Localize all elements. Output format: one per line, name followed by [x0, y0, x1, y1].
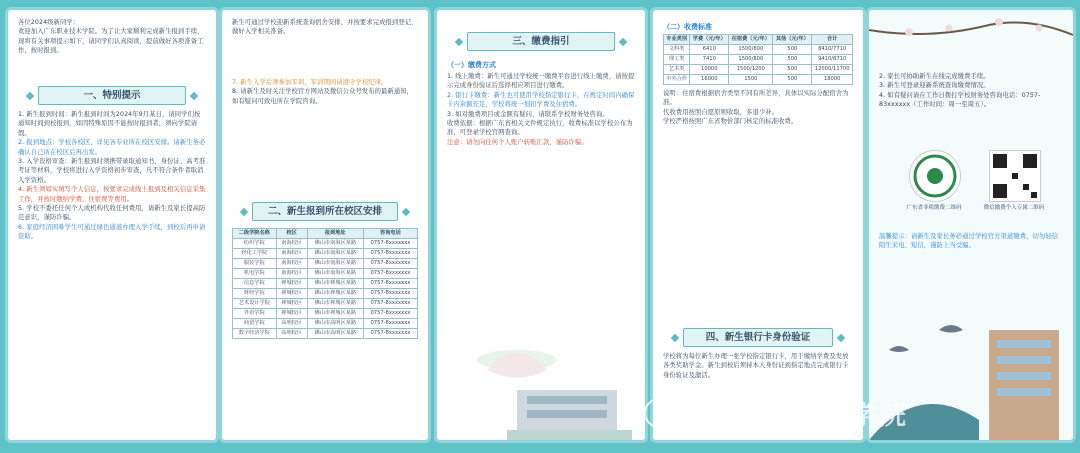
- payment-paragraph: 注意：请勿向任何个人账户转账汇款，谨防诈骗。: [447, 138, 588, 146]
- table-row: [233, 289, 418, 299]
- table-cell: 500: [773, 75, 812, 85]
- table-header-cell: 合计: [812, 35, 853, 45]
- table-row: [233, 299, 418, 309]
- fee-note: 说明：住宿费根据宿舍类型不同有所差异，具体以实际分配宿舍为准。: [663, 90, 849, 107]
- table-header-cell: 其他（元/年）: [773, 35, 812, 45]
- panel-payment-guide: [437, 10, 645, 440]
- panel5-line: 3. 新生可登录迎新系统查询缴费情况。: [879, 82, 990, 90]
- tip-item: 7. 新生入学后须参加军训，军训期间请遵守学校纪律。: [232, 79, 388, 86]
- table-cell: 中外合作: [664, 75, 690, 85]
- table-cell: 禅城校区: [276, 309, 307, 319]
- table-row: [664, 45, 853, 55]
- table-cell: 16000: [690, 75, 729, 85]
- watermark-logo-icon: [644, 398, 674, 428]
- campus-table: [232, 228, 418, 339]
- payment-content: [447, 60, 635, 147]
- section2-title: 二、新生报到所在校区安排: [252, 202, 398, 221]
- section3-title: 三、缴费指引: [467, 32, 615, 51]
- table-cell: 8410/7710: [812, 45, 853, 55]
- table-cell: 1500/800: [729, 45, 773, 55]
- table-cell: 10000: [690, 65, 729, 75]
- table-cell: 服装学院: [233, 259, 277, 269]
- table-cell: 佛山市南海区某路: [307, 239, 363, 249]
- qr-code-wechat[interactable]: [989, 150, 1041, 202]
- panel-campus-arrangement: [222, 10, 428, 440]
- table-cell: 0757-8xxxxxxx: [363, 259, 417, 269]
- table-cell: 艺术类: [664, 65, 690, 75]
- table-cell: 0757-8xxxxxxx: [363, 289, 417, 299]
- section1-title: 一、特别提示: [38, 86, 186, 105]
- table-cell: 12000/11700: [812, 65, 853, 75]
- panel-fee-standard: [653, 10, 863, 440]
- fee-table: [663, 34, 853, 85]
- table-row: [233, 319, 418, 329]
- table-cell: 佛山市禅城区某路: [307, 309, 363, 319]
- table-cell: 500: [773, 55, 812, 65]
- table-cell: 南海校区: [276, 259, 307, 269]
- table-cell: 1500: [729, 75, 773, 85]
- table-row: [233, 279, 418, 289]
- table-cell: 佛山市南海区某路: [307, 249, 363, 259]
- table-cell: 0757-8xxxxxxx: [363, 299, 417, 309]
- table-header-cell: 校区: [276, 229, 307, 239]
- qr-code-nontax[interactable]: [909, 150, 961, 202]
- panel5-text: [879, 72, 1063, 110]
- table-row: [233, 269, 418, 279]
- payment-paragraph: 收费依据：根据广东省相关文件规定执行，收费标准以学校公布为准，可登录学校官网查询。: [447, 120, 633, 137]
- table-cell: 高明校区: [276, 329, 307, 339]
- table-header-cell: 二级学院名称: [233, 229, 277, 239]
- tip-item: 5. 学校不委托任何个人或机构代收任何费用，请新生及家长提高防范意识，谨防诈骗。: [18, 205, 206, 222]
- table-cell: 佛山市禅城区某路: [307, 289, 363, 299]
- payment-subtitle: （一）缴费方式: [447, 61, 496, 69]
- table-cell: 禅城校区: [276, 289, 307, 299]
- table-row: [233, 309, 418, 319]
- table-cell: 9410/8710: [812, 55, 853, 65]
- table-cell: 外语学院: [233, 309, 277, 319]
- table-cell: 7410: [690, 55, 729, 65]
- table-cell: 禅城校区: [276, 279, 307, 289]
- fee-notes: [663, 89, 853, 127]
- table-cell: 文科类: [664, 45, 690, 55]
- table-cell: 0757-8xxxxxxx: [363, 309, 417, 319]
- table-cell: 6410: [690, 45, 729, 55]
- highlight-text: 温馨提示：请新生及家长务必通过学校官方渠道缴费，切勿轻信陌生来电、短信，谨防上当受骗。: [879, 233, 1059, 250]
- qr-label-wechat: 微信缴费个人专属二维码: [983, 205, 1045, 211]
- table-cell: 1500/1200: [729, 65, 773, 75]
- table-header-cell: 报到地址: [307, 229, 363, 239]
- panel5-line: 2. 家长可协助新生在线完成缴费手续。: [879, 73, 990, 80]
- tips-list: [18, 110, 206, 242]
- table-cell: 纺织学院: [233, 239, 277, 249]
- table-header-cell: 学费（元/年）: [690, 35, 729, 45]
- table-cell: 艺术设计学院: [233, 299, 277, 309]
- payment-paragraph: 1. 线上缴费：新生可通过学校统一缴费平台进行线上缴费，请按提示完成身份验证后选择相应项目进行缴费。: [447, 73, 635, 90]
- table-row: [664, 65, 853, 75]
- table-cell: 商贸学院: [233, 319, 277, 329]
- table-header-cell: 住宿费（元/年）: [729, 35, 773, 45]
- table-cell: 南海校区: [276, 269, 307, 279]
- table-cell: 信息学院: [233, 279, 277, 289]
- table-header-cell: 专业类别: [664, 35, 690, 45]
- table-cell: 0757-8xxxxxxx: [363, 329, 417, 339]
- tip-item: 1. 新生报到时间：新生报到时间为2024年9月某日，请同学们按通知时间到校报到，如因特殊原因不能按时报到者，须向学院请假。: [18, 111, 201, 137]
- table-cell: 0757-8xxxxxxx: [363, 249, 417, 259]
- table-cell: 0757-8xxxxxxx: [363, 239, 417, 249]
- table-row: [233, 259, 418, 269]
- fee-content: [663, 22, 853, 127]
- table-cell: 佛山市禅城区某路: [307, 279, 363, 289]
- table-cell: 佛山市高明区某路: [307, 319, 363, 329]
- tip-item: 2. 报到地点：学校各校区，详见各专业所在校区安排。请新生务必确认自己所在校区后再出发。: [18, 139, 206, 156]
- panel2-top-text: 新生可通过学校迎新系统查询宿舍安排，并按要求完成报到登记，做好入学相关准备。: [232, 19, 418, 36]
- fee-note: 代收费用按照自愿原则收取，多退少补。: [663, 108, 779, 116]
- fee-note: 学校严格按照广东省物价部门核定的标准收费。: [663, 118, 798, 126]
- table-cell: 500: [773, 65, 812, 75]
- table-cell: 南海校区: [276, 249, 307, 259]
- table-row: [664, 55, 853, 65]
- intro-block: [18, 18, 206, 56]
- plum-branch-illustration: [869, 10, 1073, 80]
- panel2-top: [232, 18, 418, 37]
- qr-label-nontax: 广东省非税缴费二维码: [906, 205, 962, 211]
- panel-qr-codes: [869, 10, 1073, 440]
- section4-title: 四、新生银行卡身份验证: [683, 328, 833, 347]
- table-row: [233, 329, 418, 339]
- campus-table-wrap: [232, 228, 418, 339]
- table-cell: 财经学院: [233, 289, 277, 299]
- tip-item: 8. 请新生及时关注学校官方网站及微信公众号发布的最新通知，如有疑问可致电所在学院咨询。: [232, 88, 414, 105]
- table-cell: 500: [773, 45, 812, 55]
- table-cell: 机电学院: [233, 269, 277, 279]
- tip-item: 4. 新生须如实填写个人信息，按要求完成线上报到及相关信息采集工作，并按时缴纳学费、住宿费等费用。: [18, 186, 206, 203]
- watermark-text: 广东职业技术学院: [676, 400, 908, 431]
- table-cell: 南海校区: [276, 239, 307, 249]
- section4-text: 学校将为每位新生办理一张学校指定银行卡，用于缴纳学费及发放各类奖助学金。新生到校后须持本人身份证到指定地点完成银行卡身份验证及激活。: [663, 353, 849, 379]
- panel5-line: 4. 如有疑问请在工作日拨打学校财务处咨询电话：0757-83xxxxxx（工作时间：周一至周五）。: [879, 91, 1041, 109]
- table-row: [233, 239, 418, 249]
- table-cell: 0757-8xxxxxxx: [363, 319, 417, 329]
- table-cell: 禅城校区: [276, 299, 307, 309]
- table-row: [233, 249, 418, 259]
- payment-paragraph: 3. 如对缴费项目或金额有疑问，请联系学校财务处咨询。: [447, 110, 609, 118]
- payment-paragraph: 2. 银行卡缴费：新生也可使用学校指定银行卡，在规定时间内确保卡内余额充足，学校将统一划扣学费及住宿费。: [447, 91, 635, 109]
- table-cell: 数字经济学院: [233, 329, 277, 339]
- table-cell: 1500/800: [729, 55, 773, 65]
- table-cell: 佛山市高明区某路: [307, 329, 363, 339]
- table-cell: 0757-8xxxxxxx: [363, 279, 417, 289]
- table-header-cell: 咨询电话: [363, 229, 417, 239]
- fee-subtitle: （二）收费标准: [663, 23, 712, 31]
- tip-item: 6. 家庭经济困难学生可通过绿色通道办理入学手续，到校后再申请资助。: [18, 223, 206, 241]
- table-cell: 佛山市南海区某路: [307, 269, 363, 279]
- tip-item: 3. 入学资格审查：新生报到时须携带录取通知书、身份证、高考准考证等材料，学校将进行入学资格初步审查，凡不符合条件者取消入学资格。: [18, 158, 206, 184]
- table-cell: 佛山市禅城区某路: [307, 299, 363, 309]
- table-cell: 高明校区: [276, 319, 307, 329]
- table-cell: 理工类: [664, 55, 690, 65]
- table-cell: 佛山市南海区某路: [307, 259, 363, 269]
- intro-text: 各位2024级新同学： 欢迎加入广东职业技术学院。为了让大家顺利完成新生报到手续，现将有关事项提示如下，请同学们认真阅读，提前做好各项准备工作，按时报到。: [18, 19, 204, 55]
- table-cell: 0757-8xxxxxxx: [363, 269, 417, 279]
- table-cell: 18000: [812, 75, 853, 85]
- lotus-building-illustration: [447, 330, 637, 440]
- section4-content: [663, 352, 853, 380]
- table-cell: 轻化工学院: [233, 249, 277, 259]
- table-row: [664, 75, 853, 85]
- panel2-tips: [232, 78, 418, 106]
- panel5-highlight: [879, 232, 1063, 251]
- panel-special-tips: [8, 10, 216, 440]
